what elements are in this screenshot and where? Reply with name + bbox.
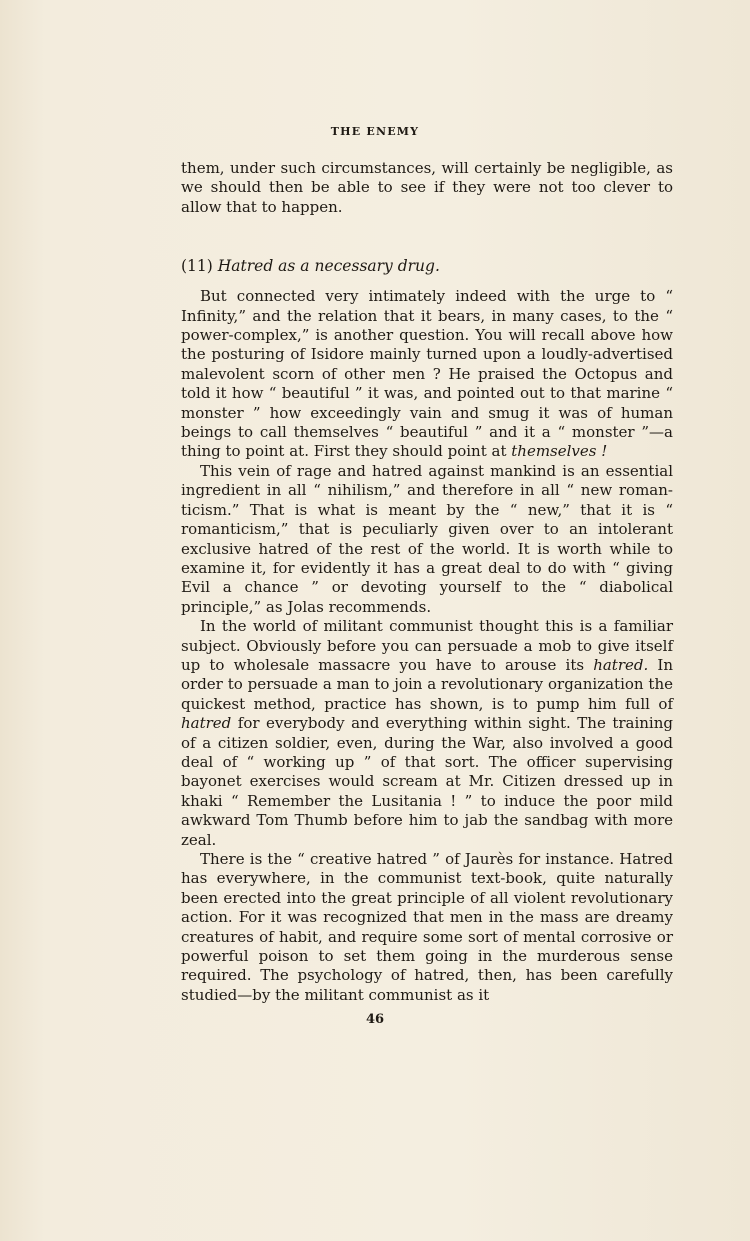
section-number: (11) [181, 257, 213, 276]
running-head: THE ENEMY [330, 125, 420, 138]
paragraph-1-emphasis: themselves ! [511, 442, 608, 461]
paragraph-3-emphasis-1: hatred. [593, 655, 649, 674]
paragraph-3-text-b: In order to persuade a man to join a revolutionary organization the quickest method, practice has shown, is to pump him full of [181, 655, 673, 713]
paragraph-1-text: But connected very intimately indeed with the urge to “ Infinity,” and the relation that it bears, in many cases, to the “ power-complex,” is another question. You will recall above how the posturing of Isidore mainly turned upon a loudly-advertised malevolent scorn of other men ? He praised the Octopus and told it how “ beautiful ” it was, and pointed out to that marine “ monster ” how exceedingly vain and smug it was of human beings to call themselves “ beautiful ” and it a “ monster ”—a thing to point at. First they should point at [181, 287, 673, 461]
page-number: 46 [365, 1012, 385, 1027]
paragraph-3-text-a: In the world of militant communist thought this is a familiar subject. Obviously before you can persuade a mob to give itself up to wholesale massacre you have to arouse its [181, 617, 673, 674]
paragraph-3-emphasis-2: hatred [181, 714, 232, 733]
paragraph-3 [181, 617, 673, 850]
paragraph-2: This vein of rage and hatred against mankind is an essential ingredient in all “ nihilism,” and therefore in all “ new romanticism.” That is what is meant by the “ new,” that it is “ romanticism,” that is peculiarly given over to an intolerant exclusive hatred of the rest of the world. It is worth while to examine it, for evidently it has a great deal to do with “ giving Evil a chance ” or devoting yourself to the “ diabolical principle,” as Jolas recommends. [181, 461, 673, 616]
section-title: Hatred as a necessary drug. [217, 257, 440, 276]
continuation-paragraph: them, under such circumstances, will certainly be negligible, as we should then be able to see if they were not too clever to allow that to happen. [181, 159, 673, 216]
paragraph-3-text-c: for everybody and everything within sight. The training of a citizen soldier, even, during the War, also involved a good deal of “ working up ” of that sort. The officer supervising bayonet exercises would scream at Mr. Citizen dressed up in khaki “ Remember the Lusitania ! ” to induce the poor mild awkward Tom Thumb before him to jab the sandbag with more zeal. [181, 714, 673, 849]
paragraph-4: There is the “ creative hatred ” of Jaurès for instance. Hatred has everywhere, in the communist text-book, quite naturally been erected into the great principle of all violent revolutionary action. For it was recognized that men in the mass are dreamy creatures of habit, and require some sort of mental corrosive or powerful poison to set them going in the murderous sense required. The psychology of hatred, then, has been carefully studied—by the militant communist as it [181, 850, 673, 1004]
body-text [181, 159, 673, 1005]
section-heading [181, 257, 673, 276]
paragraph-1 [181, 287, 673, 462]
